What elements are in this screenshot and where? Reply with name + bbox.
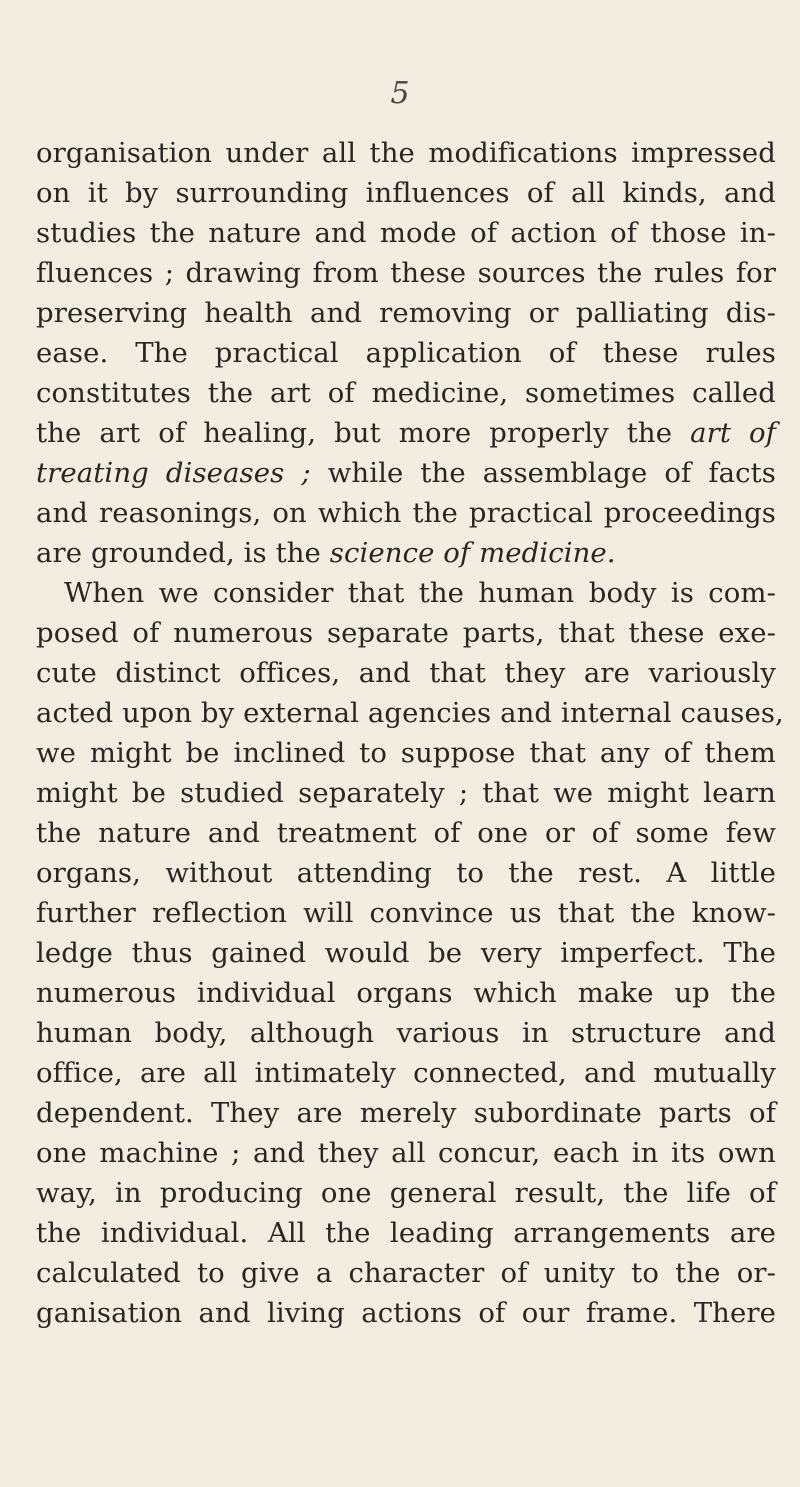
text-line xyxy=(36,133,776,173)
text-line xyxy=(36,413,776,453)
text-segment: posed of numerous separate parts, that these exe- xyxy=(36,617,776,649)
text-segment: are grounded, is the xyxy=(36,537,330,569)
text-line xyxy=(36,893,776,933)
text-segment: cute distinct offices, and that they are variously xyxy=(36,657,776,689)
text-line xyxy=(36,213,776,253)
text-segment: preserving health and removing or palliating dis- xyxy=(36,297,776,329)
text-segment: one machine ; and they all concur, each in its own xyxy=(36,1137,776,1169)
text-line xyxy=(36,533,776,573)
text-line xyxy=(36,1213,776,1253)
text-segment: might be studied separately ; that we might learn xyxy=(36,777,776,809)
text-segment: we might be inclined to suppose that any of them xyxy=(36,737,776,769)
text-line xyxy=(36,613,776,653)
text-line xyxy=(36,773,776,813)
text-segment: further reflection will convince us that the know- xyxy=(36,897,776,929)
text-line xyxy=(36,693,784,733)
text-segment: human body, although various in structure and xyxy=(36,1017,776,1049)
text-segment: numerous individual organs which make up the xyxy=(36,977,776,1009)
text-segment: the individual. All the leading arrangements are xyxy=(36,1217,776,1249)
text-segment: office, are all intimately connected, and mutually xyxy=(36,1057,776,1089)
text-line xyxy=(36,1253,776,1293)
text-segment: dependent. They are merely subordinate parts of xyxy=(36,1097,776,1129)
text-line xyxy=(36,253,776,293)
text-line xyxy=(36,1053,776,1093)
body-text xyxy=(36,133,784,1333)
text-segment: organs, without attending to the rest. A little xyxy=(36,857,776,889)
text-segment: and reasonings, on which the practical proceedings xyxy=(36,497,776,529)
text-segment: calculated to give a character of unity to the or- xyxy=(36,1257,776,1289)
text-segment: When we consider that the human body is com- xyxy=(64,577,776,609)
text-line xyxy=(36,1013,776,1053)
text-segment: ganisation and living actions of our frame. There xyxy=(36,1297,776,1329)
text-line xyxy=(36,373,776,413)
italic-text-segment: art of xyxy=(690,417,776,449)
text-segment: fluences ; drawing from these sources the rules for xyxy=(36,257,776,289)
text-line xyxy=(36,653,776,693)
page-number: 5 xyxy=(390,76,410,111)
text-segment: way, in producing one general result, the life of xyxy=(36,1177,776,1209)
text-segment: ledge thus gained would be very imperfect. The xyxy=(36,937,776,969)
text-line xyxy=(36,1293,776,1333)
text-line xyxy=(36,453,776,493)
italic-text-segment: treating diseases ; xyxy=(36,457,311,489)
text-segment: ease. The practical application of these rules xyxy=(36,337,776,369)
text-segment: organisation under all the modifications impressed xyxy=(36,137,776,169)
text-line xyxy=(36,493,776,533)
text-line xyxy=(36,733,776,773)
text-line xyxy=(36,173,776,213)
text-segment: studies the nature and mode of action of those in- xyxy=(36,217,776,249)
text-line xyxy=(36,853,776,893)
text-line xyxy=(36,333,776,373)
text-line xyxy=(36,293,776,333)
text-segment: on it by surrounding influences of all kinds, and xyxy=(36,177,776,209)
text-line xyxy=(36,933,776,973)
text-line xyxy=(36,1093,776,1133)
text-line xyxy=(36,813,776,853)
text-line xyxy=(36,1133,776,1173)
text-segment: the art of healing, but more properly the xyxy=(36,417,691,449)
italic-text-segment: science of medicine. xyxy=(329,537,616,569)
text-segment: while the assemblage of facts xyxy=(310,457,776,489)
text-line xyxy=(36,973,776,1013)
text-line xyxy=(36,573,776,613)
text-line xyxy=(36,1173,776,1213)
text-segment: constitutes the art of medicine, sometimes called xyxy=(36,377,776,409)
text-segment: the nature and treatment of one or of some few xyxy=(36,817,776,849)
text-segment: acted upon by external agencies and internal causes, xyxy=(36,697,784,729)
